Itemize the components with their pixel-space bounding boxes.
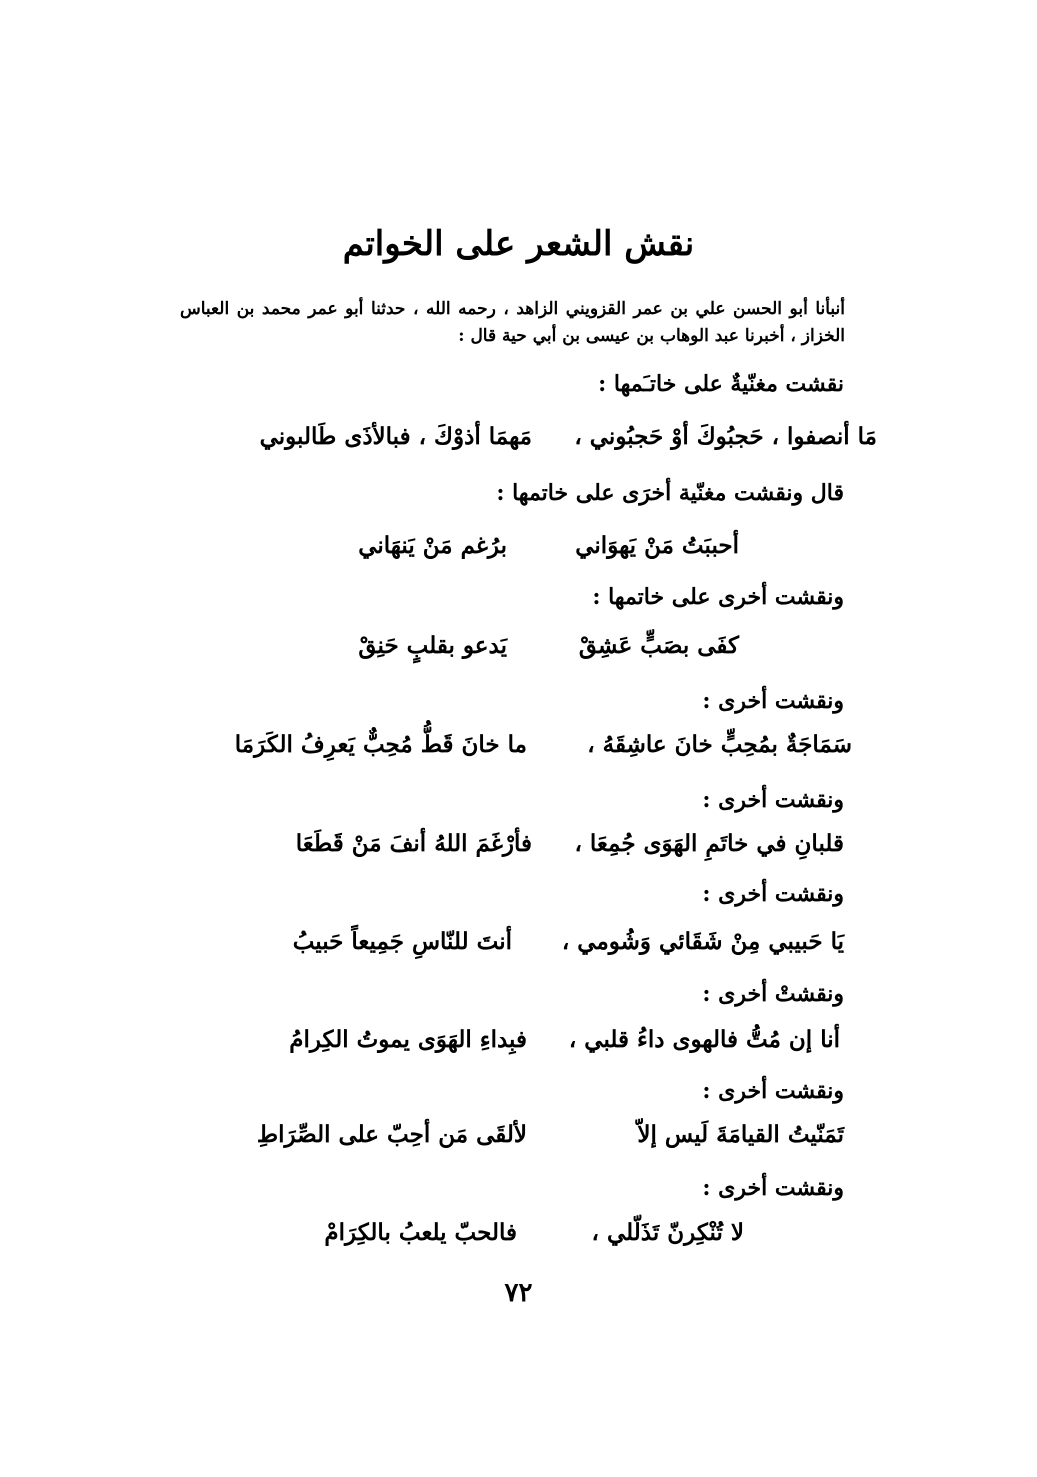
verse-second-hemistich: أنتَ للنّاسِ جَمِيعاً حَبيبُ	[292, 928, 512, 955]
verse-first-hemistich: كفَى بصَبٍّ عَشِقْ	[578, 632, 739, 659]
verse-line	[0, 528, 1037, 568]
intro-line: قال ونقشت مغنّية أخرَى على خاتمها :	[496, 480, 844, 506]
verse-second-hemistich: فالحبّ يلعبُ بالكِرَامْ	[324, 1219, 517, 1246]
verse-second-hemistich: لألقَى مَن أحِبّ على الصِّرَاطِ	[256, 1121, 527, 1148]
verse-second-hemistich: فأرْغَمَ اللهُ أنفَ مَنْ قَطَعَا	[295, 830, 532, 857]
verse-first-hemistich: لا تُنْكِرنّ تَذَلّلي ،	[591, 1219, 744, 1246]
verse-line	[0, 1022, 1037, 1062]
verse-line	[0, 727, 1037, 767]
verse-line	[0, 1215, 1037, 1255]
intro-line: ونقشت أخرى :	[702, 1175, 844, 1201]
intro-line: ونقشت أخرى :	[702, 787, 844, 813]
intro-line: نقشت مغنّيةٌ على خاتـَمها :	[598, 371, 844, 397]
verse-line	[0, 628, 1037, 668]
verse-second-hemistich: فبِداءِ الهَوَى يموتُ الكِرامُ	[289, 1026, 527, 1053]
verse-line	[0, 419, 1037, 459]
verse-first-hemistich: سَمَاجَةٌ بمُحِبٍّ خانَ عاشِقَهُ ،	[587, 731, 852, 758]
section-title: نقش الشعر على الخواتم	[342, 224, 695, 264]
page-number: ٧٢	[504, 1278, 533, 1308]
verse-second-hemistich: يَدعو بقلبٍ حَنِقْ	[358, 632, 507, 659]
intro-line: ونقشت أخرى :	[702, 1078, 844, 1104]
verse-first-hemistich: أنا إن مُتُّ فالهوى داءُ قلبي ،	[568, 1026, 840, 1053]
intro-line: ونقشت أخرى :	[702, 881, 844, 907]
intro-line: ونقشت أخرى :	[702, 688, 844, 714]
verse-second-hemistich: ما خانَ قَطُّ مُحِبٌّ يَعرِفُ الكَرَمَا	[234, 731, 527, 758]
isnad-paragraph: أنبأنا أبو الحسن علي بن عمر القزويني الزاهد ، رحمه الله ، حدثنا أبو عمر محمد بن العباس الخزاز ، أخبرنا عبد الوهاب بن عيسى بن أبي حية قال :	[180, 299, 845, 346]
verse-first-hemistich: تَمَنّيتُ القيامَةَ لَيس إلاّ	[637, 1121, 844, 1148]
intro-line: ونقشت أخرى على خاتمها :	[592, 584, 844, 610]
verse-first-hemistich: مَا أنصفوا ، حَجبُوكَ أوْ حَجبُوني ،	[574, 423, 877, 450]
verse-line	[0, 826, 1037, 866]
intro-line: ونقشتْ أخرى :	[702, 981, 844, 1007]
verse-line	[0, 924, 1037, 964]
verse-line	[0, 1117, 1037, 1157]
verse-second-hemistich: برُغم مَنْ يَنهَاني	[358, 532, 507, 559]
verse-first-hemistich: أحببَتُ مَنْ يَهوَاني	[575, 532, 739, 559]
verse-second-hemistich: مَهمَا أذوْكَ ، فبالأذَى طَالبوني	[259, 423, 532, 450]
verse-first-hemistich: يَا حَبيبي مِنْ شَقَائي وَشُومي ،	[561, 928, 844, 955]
verse-first-hemistich: قلبانِ في خاتَمِ الهَوَى جُمِعَا ،	[574, 830, 844, 857]
